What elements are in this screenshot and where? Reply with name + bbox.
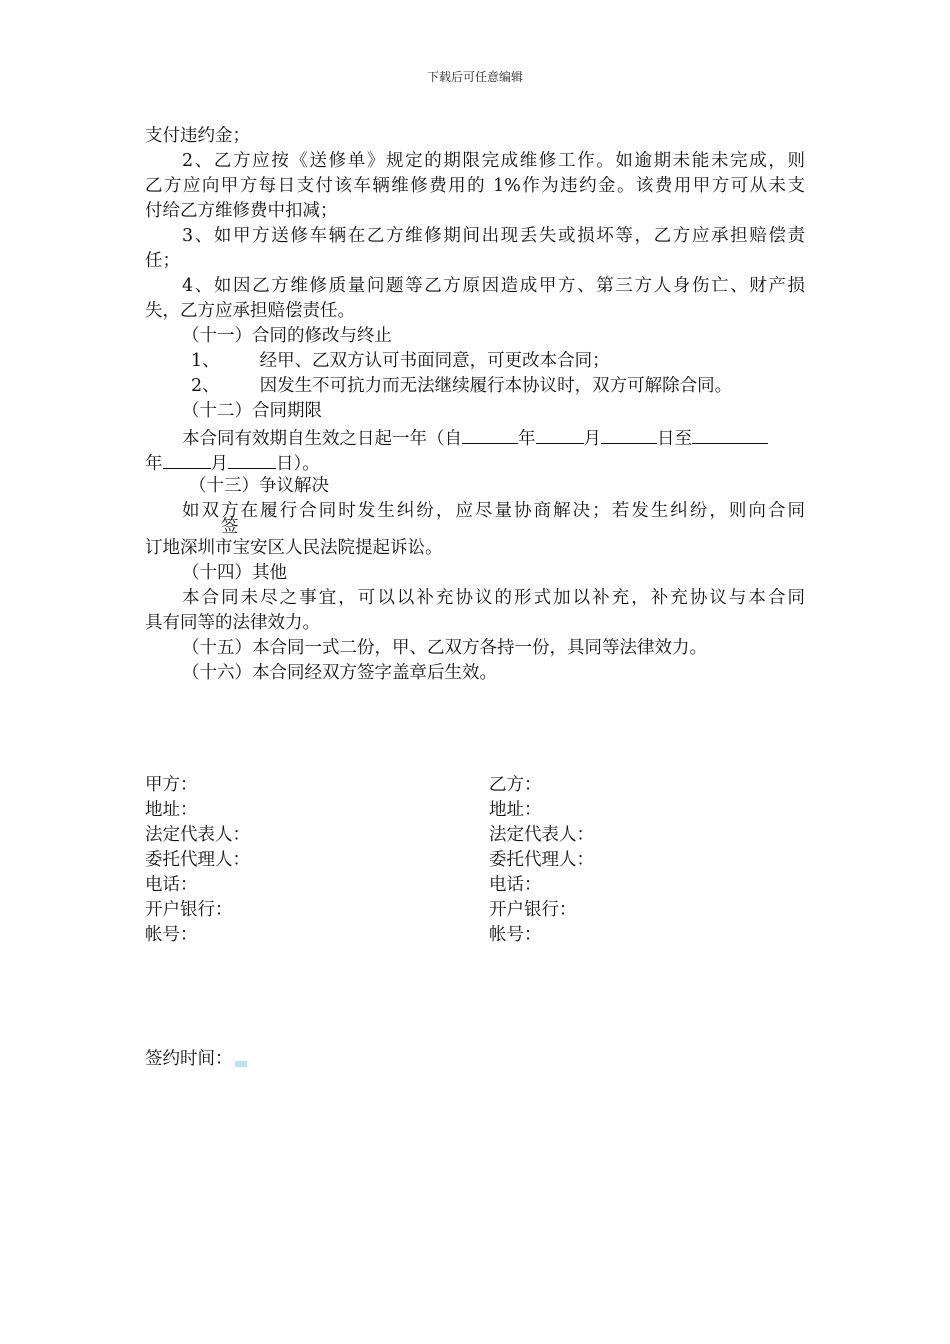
text-line: 任； [145, 251, 180, 271]
text-line: 2、乙方应按《送修单》规定的期限完成维修工作。如逾期未能未完成，则 [182, 151, 805, 171]
blank-year[interactable] [462, 424, 518, 444]
section-heading: （十一）合同的修改与终止 [182, 326, 392, 346]
party-a-account: 帐号： [145, 925, 198, 945]
blank-month[interactable] [536, 424, 584, 444]
party-a-phone: 电话： [145, 875, 198, 895]
party-b-account: 帐号： [489, 925, 542, 945]
text-span: 日至 [657, 429, 692, 449]
highlight-marker [235, 1061, 247, 1067]
party-a-bank: 开户银行： [145, 900, 233, 920]
party-a-address: 地址： [145, 800, 198, 820]
text-line: （十五）本合同一式二份，甲、乙双方各持一份，具同等法律效力。 [182, 638, 707, 658]
party-b-bank: 开户银行： [489, 900, 577, 920]
sign-date-line [145, 1047, 247, 1072]
party-a-block [145, 773, 250, 948]
text-line: 4、如因乙方维修质量问题等乙方原因造成甲方、第三方人身伤亡、财产损 [182, 276, 805, 296]
list-number: 2、 [191, 376, 220, 396]
text-line [145, 424, 805, 449]
text-span: 月 [583, 429, 601, 449]
text-span: 月 [210, 454, 228, 474]
text-span: 年 [518, 429, 536, 449]
list-text: 因发生不可抗力而无法继续履行本协议时，双方可解除合同。 [259, 376, 733, 396]
text-span: 本合同有效期自生效之日起一年（自 [182, 429, 462, 449]
text-span: 日）。 [276, 454, 320, 474]
text-line: 本合同未尽之事宜，可以以补充协议的形式加以补充，补充协议与本合同 [182, 588, 805, 608]
text-line: 具有同等的法律效力。 [145, 613, 320, 633]
page-header: 下载后可任意编辑 [426, 70, 523, 84]
party-b-name: 乙方： [489, 775, 542, 795]
party-b-legal-rep: 法定代表人： [489, 825, 594, 845]
blank-end-year[interactable] [692, 424, 768, 444]
text-line: 如双方在履行合同时发生纠纷，应尽量协商解决；若发生纠纷，则向合同 [182, 501, 805, 521]
section-heading: （十四）其他 [182, 563, 287, 583]
section-heading: （十三）争议解决 [189, 476, 329, 496]
party-b-block [489, 773, 594, 948]
text-line [145, 449, 805, 474]
text-line: 失，乙方应承担赔偿责任。 [145, 301, 355, 321]
blank-end-month[interactable] [163, 449, 211, 469]
text-line: 付给乙方维修费中扣减； [145, 201, 338, 221]
contract-body [145, 124, 805, 686]
text-line: 3、如甲方送修车辆在乙方维修期间出现丢失或损坏等，乙方应承担赔偿责 [182, 226, 805, 246]
text-line: （十六）本合同经双方签字盖章后生效。 [182, 663, 497, 683]
section-heading: （十二）合同期限 [182, 401, 322, 421]
list-number: 1、 [191, 351, 220, 371]
list-item [145, 374, 805, 399]
blank-end-day[interactable] [228, 449, 276, 469]
party-b-agent: 委托代理人： [489, 850, 594, 870]
party-a-legal-rep: 法定代表人： [145, 825, 250, 845]
text-line: 签 [221, 517, 239, 537]
list-text: 经甲、乙双方认可书面同意，可更改本合同； [259, 351, 610, 371]
text-span: 年 [145, 454, 163, 474]
party-b-phone: 电话： [489, 875, 542, 895]
list-item [145, 349, 805, 374]
text-line: 订地深圳市宝安区人民法院提起诉讼。 [145, 538, 443, 558]
blank-day[interactable] [601, 424, 657, 444]
text-line: 乙方应向甲方每日支付该车辆维修费用的 1%作为违约金。该费用甲方可从未支 [145, 176, 805, 196]
text-line: 支付违约金； [145, 126, 250, 146]
party-a-agent: 委托代理人： [145, 850, 250, 870]
sign-date-label: 签约时间： [145, 1049, 233, 1069]
party-a-name: 甲方： [145, 775, 198, 795]
party-b-address: 地址： [489, 800, 542, 820]
